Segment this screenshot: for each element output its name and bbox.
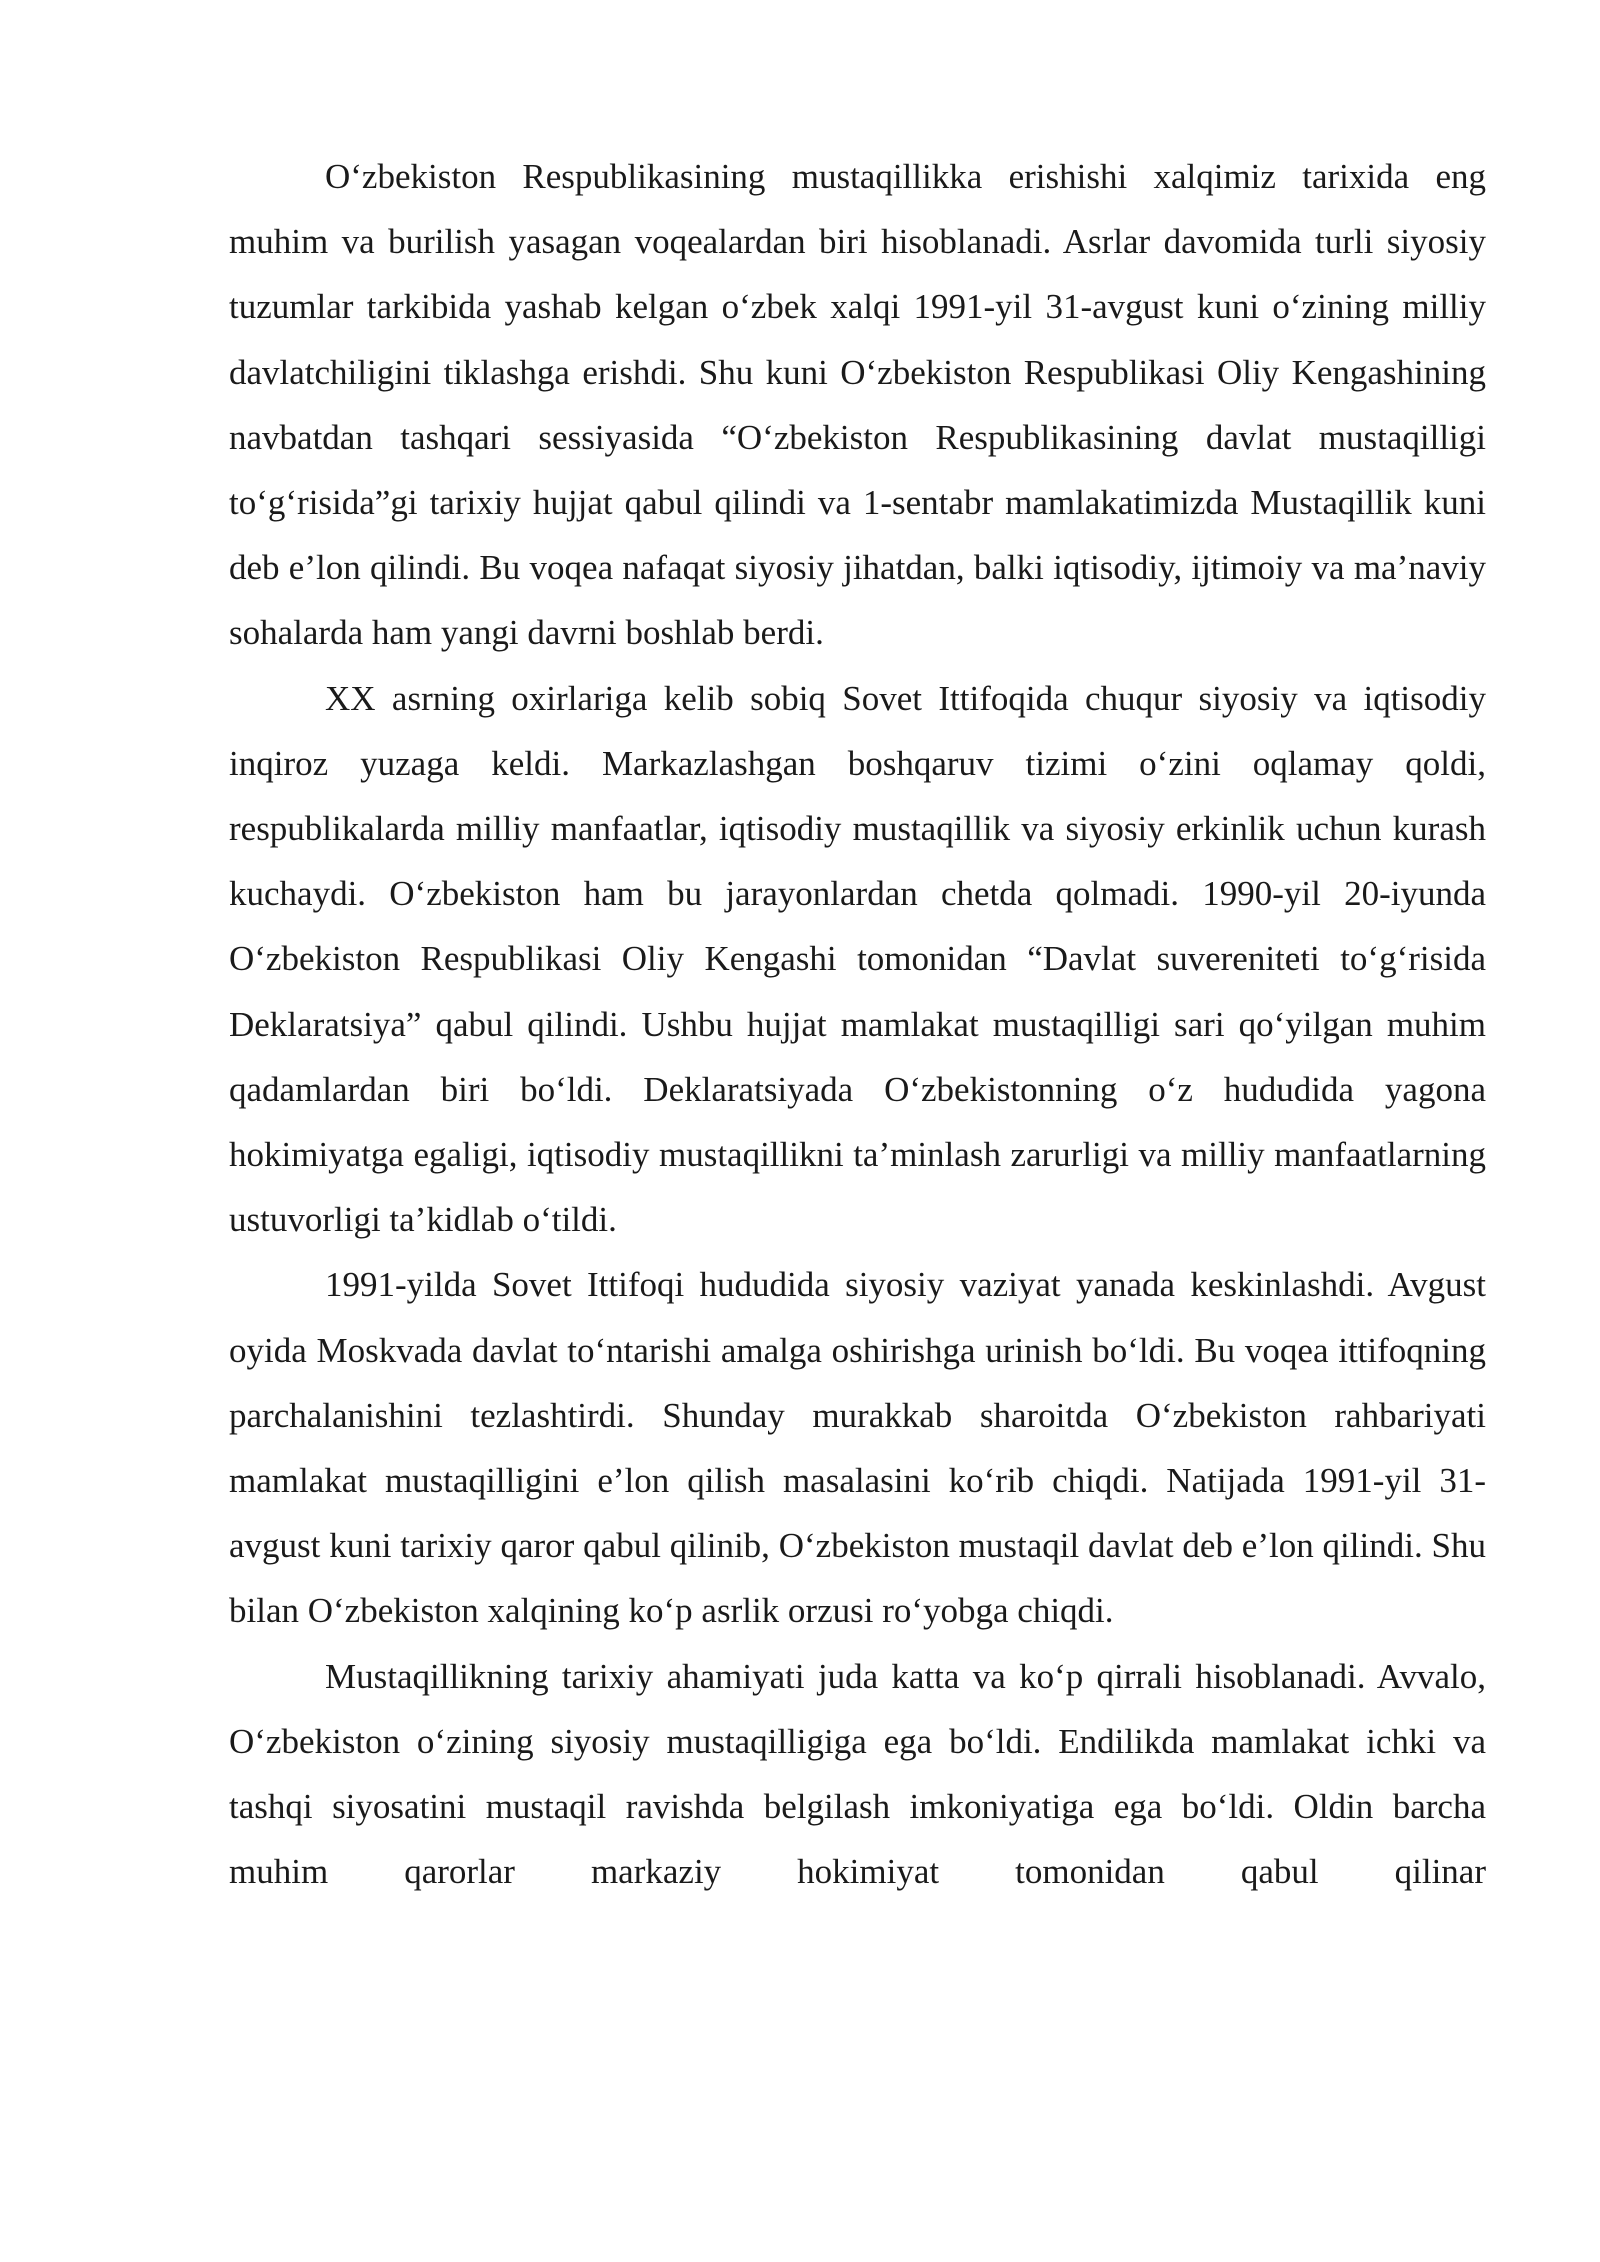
document-body (229, 144, 1486, 1904)
paragraph: Mustaqillikning tarixiy ahamiyati juda katta va ko‘p qirrali hisoblanadi. Avvalo, O‘zbekiston o‘zining siyosiy mustaqilligiga ega bo‘ldi. Endilikda mamlakat ichki va tashqi siyosatini mustaqil ravishda belgilash imkoniyatiga ega bo‘ldi. Oldin barcha muhim qarorlar markaziy hokimiyat tomonidan qabul qilinar (229, 1656, 1486, 1892)
paragraph: 1991-yilda Sovet Ittifoqi hududida siyosiy vaziyat yanada keskinlashdi. Avgust oyida Moskvada davlat to‘ntarishi amalga oshirishga urinish bo‘ldi. Bu voqea ittifoqning parchalanishini tezlashtirdi. Shunday murakkab sharoitda O‘zbekiston rahbariyati mamlakat mustaqilligini e’lon qilish masalasini ko‘rib chiqdi. Natijada 1991-yil 31-avgust kuni tarixiy qaror qabul qilinib, O‘zbekiston mustaqil davlat deb e’lon qilindi. Shu bilan O‘zbekiston xalqining ko‘p asrlik orzusi ro‘yobga chiqdi. (229, 1265, 1486, 1631)
paragraph: XX asrning oxirlariga kelib sobiq Sovet Ittifoqida chuqur siyosiy va iqtisodiy inqiroz yuzaga keldi. Markazlashgan boshqaruv tizimi o‘zini oqlamay qoldi, respublikalarda milliy manfaatlar, iqtisodiy mustaqillik va siyosiy erkinlik uchun kurash kuchaydi. O‘zbekiston ham bu jarayonlardan chetda qolmadi. 1990-yil 20-iyunda O‘zbekiston Respublikasi Oliy Kengashi tomonidan “Davlat suvereniteti to‘g‘risida Deklaratsiya” qabul qilindi. Ushbu hujjat mamlakat mustaqilligi sari qo‘yilgan muhim qadamlardan biri bo‘ldi. Deklaratsiyada O‘zbekistonning o‘z hududida yagona hokimiyatga egaligi, iqtisodiy mustaqillikni ta’minlash zarurligi va milliy manfaatlarning ustuvorligi ta’kidlab o‘tildi. (229, 678, 1486, 1240)
paragraph: O‘zbekiston Respublikasining mustaqillikka erishishi xalqimiz tarixida eng muhim va burilish yasagan voqealardan biri hisoblanadi. Asrlar davomida turli siyosiy tuzumlar tarkibida yashab kelgan o‘zbek xalqi 1991-yil 31-avgust kuni o‘zining milliy davlatchiligini tiklashga erishdi. Shu kuni O‘zbekiston Respublikasi Oliy Kengashining navbatdan tashqari sessiyasida “O‘zbekiston Respublikasining davlat mustaqilligi to‘g‘risida”gi tarixiy hujjat qabul qilindi va 1-sentabr mamlakatimizda Mustaqillik kuni deb e’lon qilindi. Bu voqea nafaqat siyosiy jihatdan, balki iqtisodiy, ijtimoiy va ma’naviy sohalarda ham yangi davrni boshlab berdi. (229, 157, 1486, 653)
